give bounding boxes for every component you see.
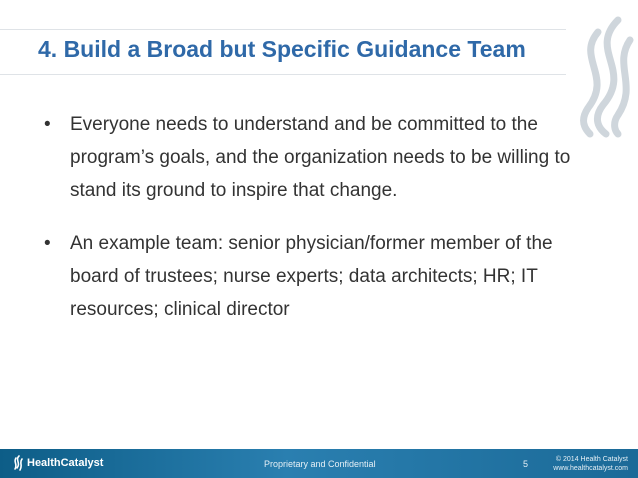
- bullet-item: [44, 108, 584, 207]
- page-number: 5: [523, 459, 529, 469]
- bullet-text: Everyone needs to understand and be committed to the program’s goals, and the organization needs to be willing to stand its ground to inspire that change.: [70, 114, 571, 201]
- logo-text: HealthCatalyst: [27, 457, 104, 469]
- footer-bar: [0, 449, 638, 478]
- confidential-label: Proprietary and Confidential: [264, 459, 376, 469]
- bullet-marker: •: [44, 233, 51, 254]
- copyright-text: © 2014 Health Catalyst: [555, 456, 628, 463]
- website-text: www.healthcatalyst.com: [553, 465, 628, 472]
- bullet-list: [44, 108, 584, 346]
- slide-title: 4. Build a Broad but Specific Guidance Team: [38, 36, 526, 62]
- health-catalyst-logo: [12, 455, 103, 471]
- bullet-item: [44, 227, 584, 326]
- bullet-text: An example team: senior physician/former member of the board of trustees; nurse experts; data architects; HR; IT resources; clinical director: [70, 233, 553, 320]
- bullet-marker: •: [44, 114, 51, 135]
- health-catalyst-flame-icon: [12, 455, 24, 471]
- footer-copyright: [553, 455, 628, 473]
